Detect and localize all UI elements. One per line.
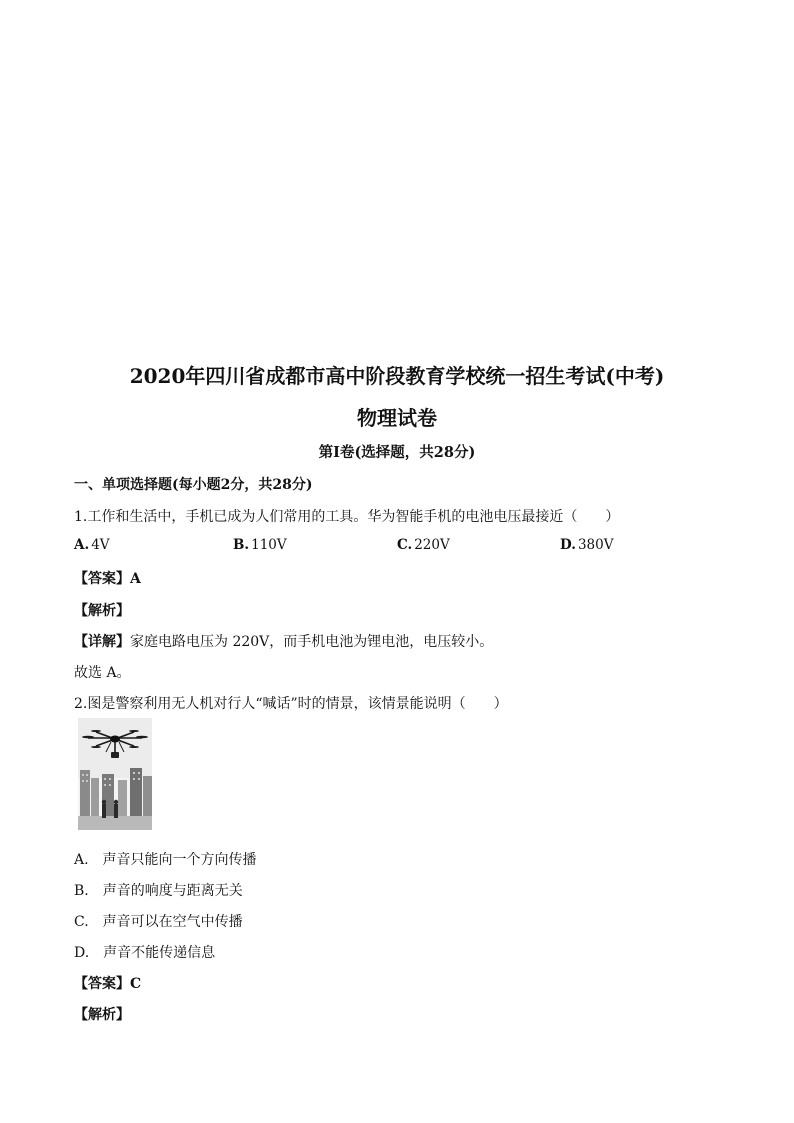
option-text: 110V [251, 537, 287, 553]
exam-title: 2020年四川省成都市高中阶段教育学校统一招生考试(中考) [129, 364, 665, 388]
q2-option-a: A. 声音只能向一个方向传播 [74, 852, 257, 868]
q2-option-c: C. 声音可以在空气中传播 [74, 914, 243, 930]
question-2-stem: 2.图是警察利用无人机对行人“喊话”时的情景，该情景能说明（ ） [74, 696, 508, 712]
q1-option-c [397, 537, 450, 553]
option-letter: C. [397, 537, 413, 553]
exam-subtitle: 物理试卷 [357, 406, 437, 430]
detail-tag: 【详解】 [74, 634, 130, 650]
answer-value: C [130, 976, 142, 992]
option-text: 380V [577, 537, 614, 553]
detail-text: 家庭电路电压为 220V，而手机电池为锂电池，电压较小。 [130, 634, 494, 650]
police-drone-photo [78, 718, 152, 830]
answer-tag: 【答案】 [74, 976, 130, 992]
option-letter: B. [233, 537, 250, 553]
q1-answer [74, 568, 141, 588]
answer-value: A [130, 571, 141, 587]
q2-analysis-tag: 【解析】 [74, 1007, 130, 1023]
q1-analysis-tag: 【解析】 [74, 603, 130, 619]
question-1-stem: 1.工作和生活中，手机已成为人们常用的工具。华为智能手机的电池电压最接近（ ） [74, 509, 620, 525]
q1-conclusion: 故选 A。 [74, 665, 131, 681]
section-heading: 一、单项选择题(每小题2分，共28分) [74, 477, 313, 493]
q2-answer [74, 973, 141, 993]
option-text: 220V [414, 537, 450, 553]
q1-option-d [560, 537, 613, 553]
q1-option-a [74, 537, 110, 553]
q2-option-d: D. 声音不能传递信息 [74, 945, 216, 961]
option-letter: A. [74, 537, 90, 553]
option-text: 4V [91, 537, 110, 553]
volume-heading: 第Ⅰ卷(选择题，共28分) [318, 444, 476, 461]
q1-detail [74, 631, 493, 651]
answer-tag: 【答案】 [74, 571, 130, 587]
q2-option-b: B. 声音的响度与距离无关 [74, 883, 243, 899]
q1-option-b [233, 537, 287, 553]
option-letter: D. [560, 537, 576, 553]
